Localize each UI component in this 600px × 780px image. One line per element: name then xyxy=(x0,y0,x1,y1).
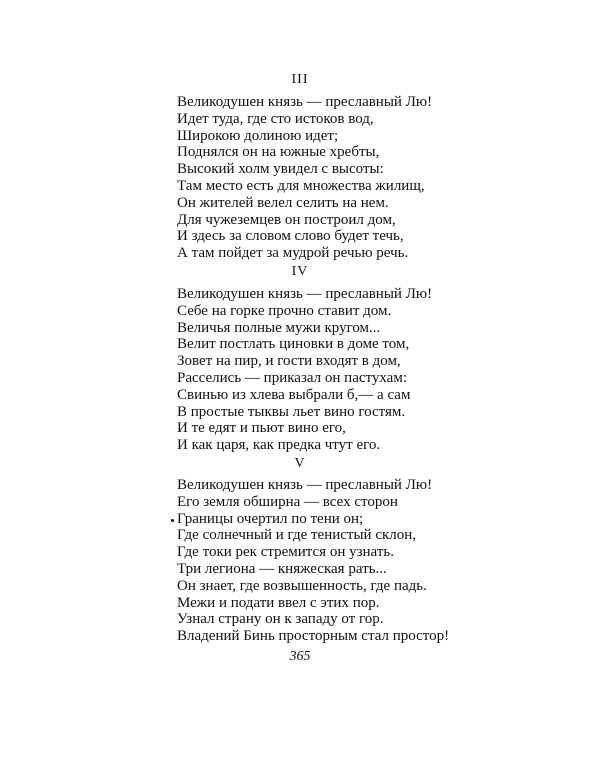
verse-line: И как царя, как предка чтут его. xyxy=(177,437,381,454)
verse-line: Поднялся он на южные хребты, xyxy=(177,144,380,161)
verse-line: Три легиона — княжеская рать... xyxy=(177,560,387,577)
verse-line: Для чужеземцев он построил дом, xyxy=(177,211,396,228)
verse-line: Велит постлать циновки в доме том, xyxy=(177,336,410,353)
stanza-4 xyxy=(177,286,477,454)
verse-line: И те едят и пьют вино его, xyxy=(177,420,346,437)
section-number-5: V xyxy=(294,456,306,471)
section-number-4: IV xyxy=(291,264,309,279)
verse-line: И здесь за словом слово будет течь, xyxy=(177,228,404,245)
verse-line: А там пойдет за мудрой речью речь. xyxy=(177,245,409,262)
verse-line: Широкою долиною идет; xyxy=(177,127,339,144)
stanza-5 xyxy=(177,477,477,645)
verse-line: Зовет на пир, и гости входят в дом, xyxy=(177,353,401,370)
verse-line: Свинью из хлева выбрали б,— а сам xyxy=(177,386,411,403)
verse-line: Он жителей велел селить на нем. xyxy=(177,194,389,211)
verse-line: Великодушен князь — преславный Лю! xyxy=(177,477,433,493)
verse-line: Великодушен князь — преславный Лю! xyxy=(177,94,433,110)
verse-line: Он знает, где возвышенность, где падь. xyxy=(177,577,427,594)
verse-line: Высокий холм увидел с высоты: xyxy=(177,161,384,178)
verse-line: Его земля обширна — всех сторон xyxy=(177,493,398,510)
section-number-3: III xyxy=(291,72,309,87)
verse-line: Идет туда, где сто истоков вод, xyxy=(177,110,374,127)
stanza-3 xyxy=(177,94,477,262)
verse-line: Границы очертил по тени он; xyxy=(177,510,364,527)
verse-line: Межи и подати ввел с этих пор. xyxy=(177,594,380,611)
verse-line: В простые тыквы льет вино гостям. xyxy=(177,403,406,420)
verse-line: Великодушен князь — преславный Лю! xyxy=(177,286,433,302)
margin-dot xyxy=(171,519,174,522)
verse-line: Там место есть для множества жилищ, xyxy=(177,177,425,194)
verse-line: Владений Бинь просторным стал простор! xyxy=(177,628,450,645)
verse-line: Себе на горке прочно ставит дом. xyxy=(177,302,392,319)
verse-line: Величья полные мужи кругом... xyxy=(177,319,381,336)
verse-line: Где солнечный и где тенистый склон, xyxy=(177,527,417,544)
verse-line: Расселись — приказал он пастухам: xyxy=(177,369,407,386)
verse-line: Где токи рек стремится он узнать. xyxy=(177,544,394,561)
page-number: 365 xyxy=(289,649,311,664)
verse-line: Узнал страну он к западу от гор. xyxy=(177,611,384,628)
